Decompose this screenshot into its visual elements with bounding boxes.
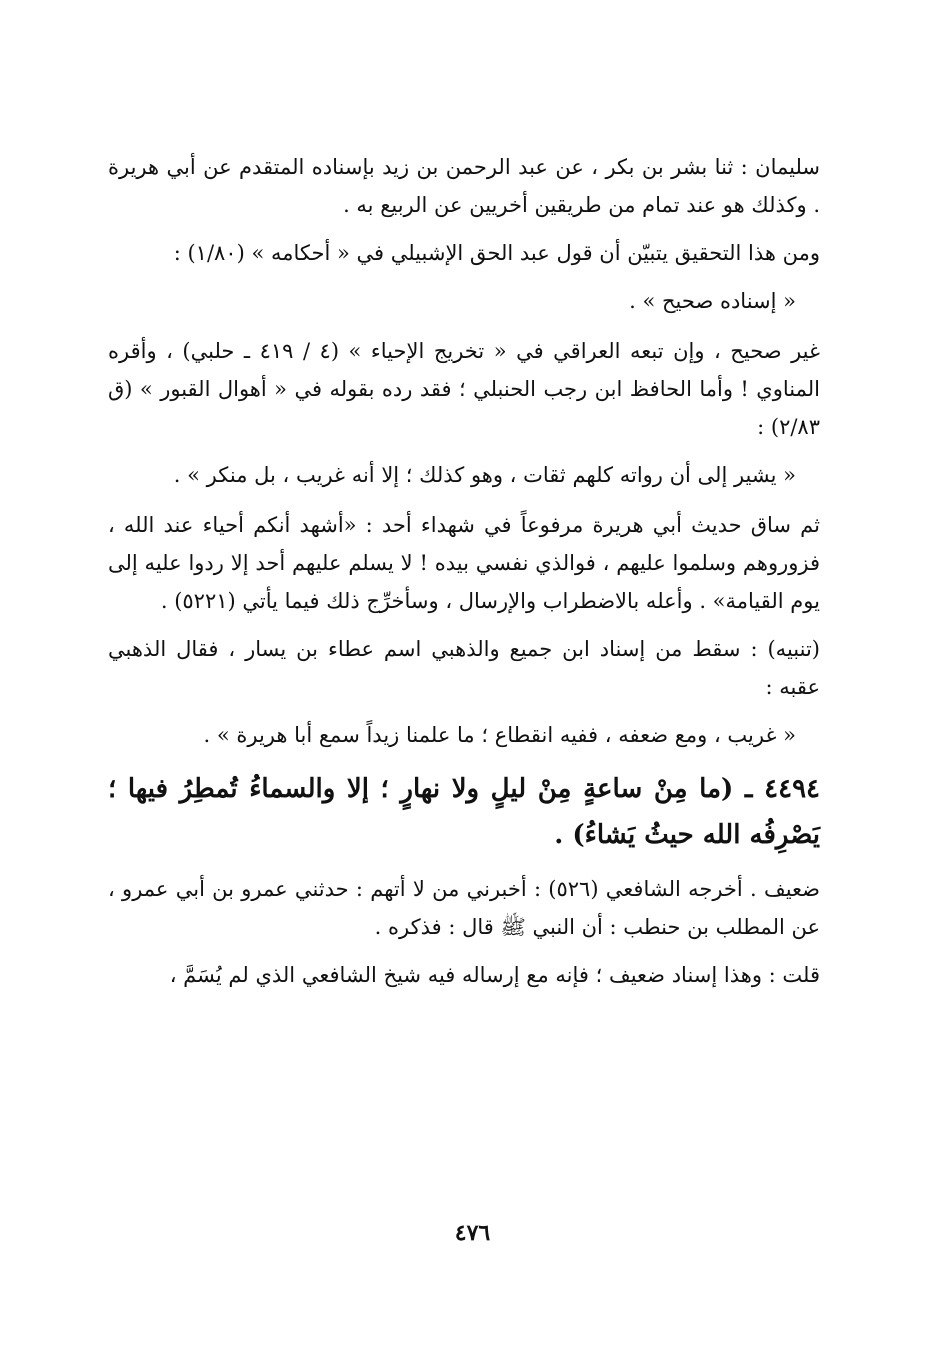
quote-dhahabi: « غريب ، ومع ضعفه ، ففيه انقطاع ؛ ما علمنا زيداً سمع أبا هريرة » . (203, 723, 796, 747)
quote-ibn-rajab: « يشير إلى أن رواته كلهم ثقات ، وهو كذلك ؛ إلا أنه غريب ، بل منكر » . (173, 463, 796, 487)
paragraph-grading: ضعيف . أخرجه الشافعي (٥٢٦) : أخبرني من لا أتهم : حدثني عمرو بن أبي عمرو ، عن المطلب بن حنطب : أن النبي ﷺ قال : فذكره . (108, 877, 820, 939)
paragraph-comment: قلت : وهذا إسناد ضعيف ؛ فإنه مع إرساله فيه شيخ الشافعي الذي لم يُسَمَّ ، (169, 963, 820, 987)
page-body (108, 148, 820, 1004)
paragraph-isnad-continuation: سليمان : ثنا بشر بن بكر ، عن عبد الرحمن بن زيد بإسناده المتقدم عن أبي هريرة . وكذلك هو عند تمام من طريقين أخريين عن الربيع به . (108, 155, 820, 217)
paragraph-martyrs-hadith: ثم ساق حديث أبي هريرة مرفوعاً في شهداء أحد : «أشهد أنكم أحياء عند الله ، فزوروهم وسلموا عليهم ، فوالذي نفسي بيده ! لا يسلم عليهم أحد إلا ردوا عليه إلى يوم القيامة» . وأعله بالاضطراب والإرسال ، وسأخرِّج ذلك فيما يأتي (٥٢٢١) . (108, 513, 820, 613)
page-number (0, 1220, 945, 1246)
hadith-heading-4494: ٤٤٩٤ ـ (ما مِنْ ساعةٍ مِنْ ليلٍ ولا نهارٍ ؛ إلا والسماءُ تُمطِرُ فيها ؛ يَصْرِفُه الله حيثُ يَشاءُ) . (108, 774, 820, 850)
paragraph-iraqi-critique: غير صحيح ، وإن تبعه العراقي في « تخريج الإحياء » (٤ / ٤١٩ ـ حلبي) ، وأقره المناوي ! وأما الحافظ ابن رجب الحنبلي ؛ فقد رده بقوله في « أهوال القبور » (ق ٢/٨٣) : (108, 339, 820, 439)
page-number-text: ٤٧٦ (454, 1220, 491, 1246)
paragraph-note: (تنبيه) : سقط من إسناد ابن جميع والذهبي اسم عطاء بن يسار ، فقال الذهبي عقبه : (108, 637, 820, 699)
quote-isnad-sahih: « إسناده صحيح » . (629, 289, 796, 313)
paragraph-abdulhaq-claim: ومن هذا التحقيق يتبيّن أن قول عبد الحق الإشبيلي في « أحكامه » (١/٨٠) : (173, 241, 820, 265)
